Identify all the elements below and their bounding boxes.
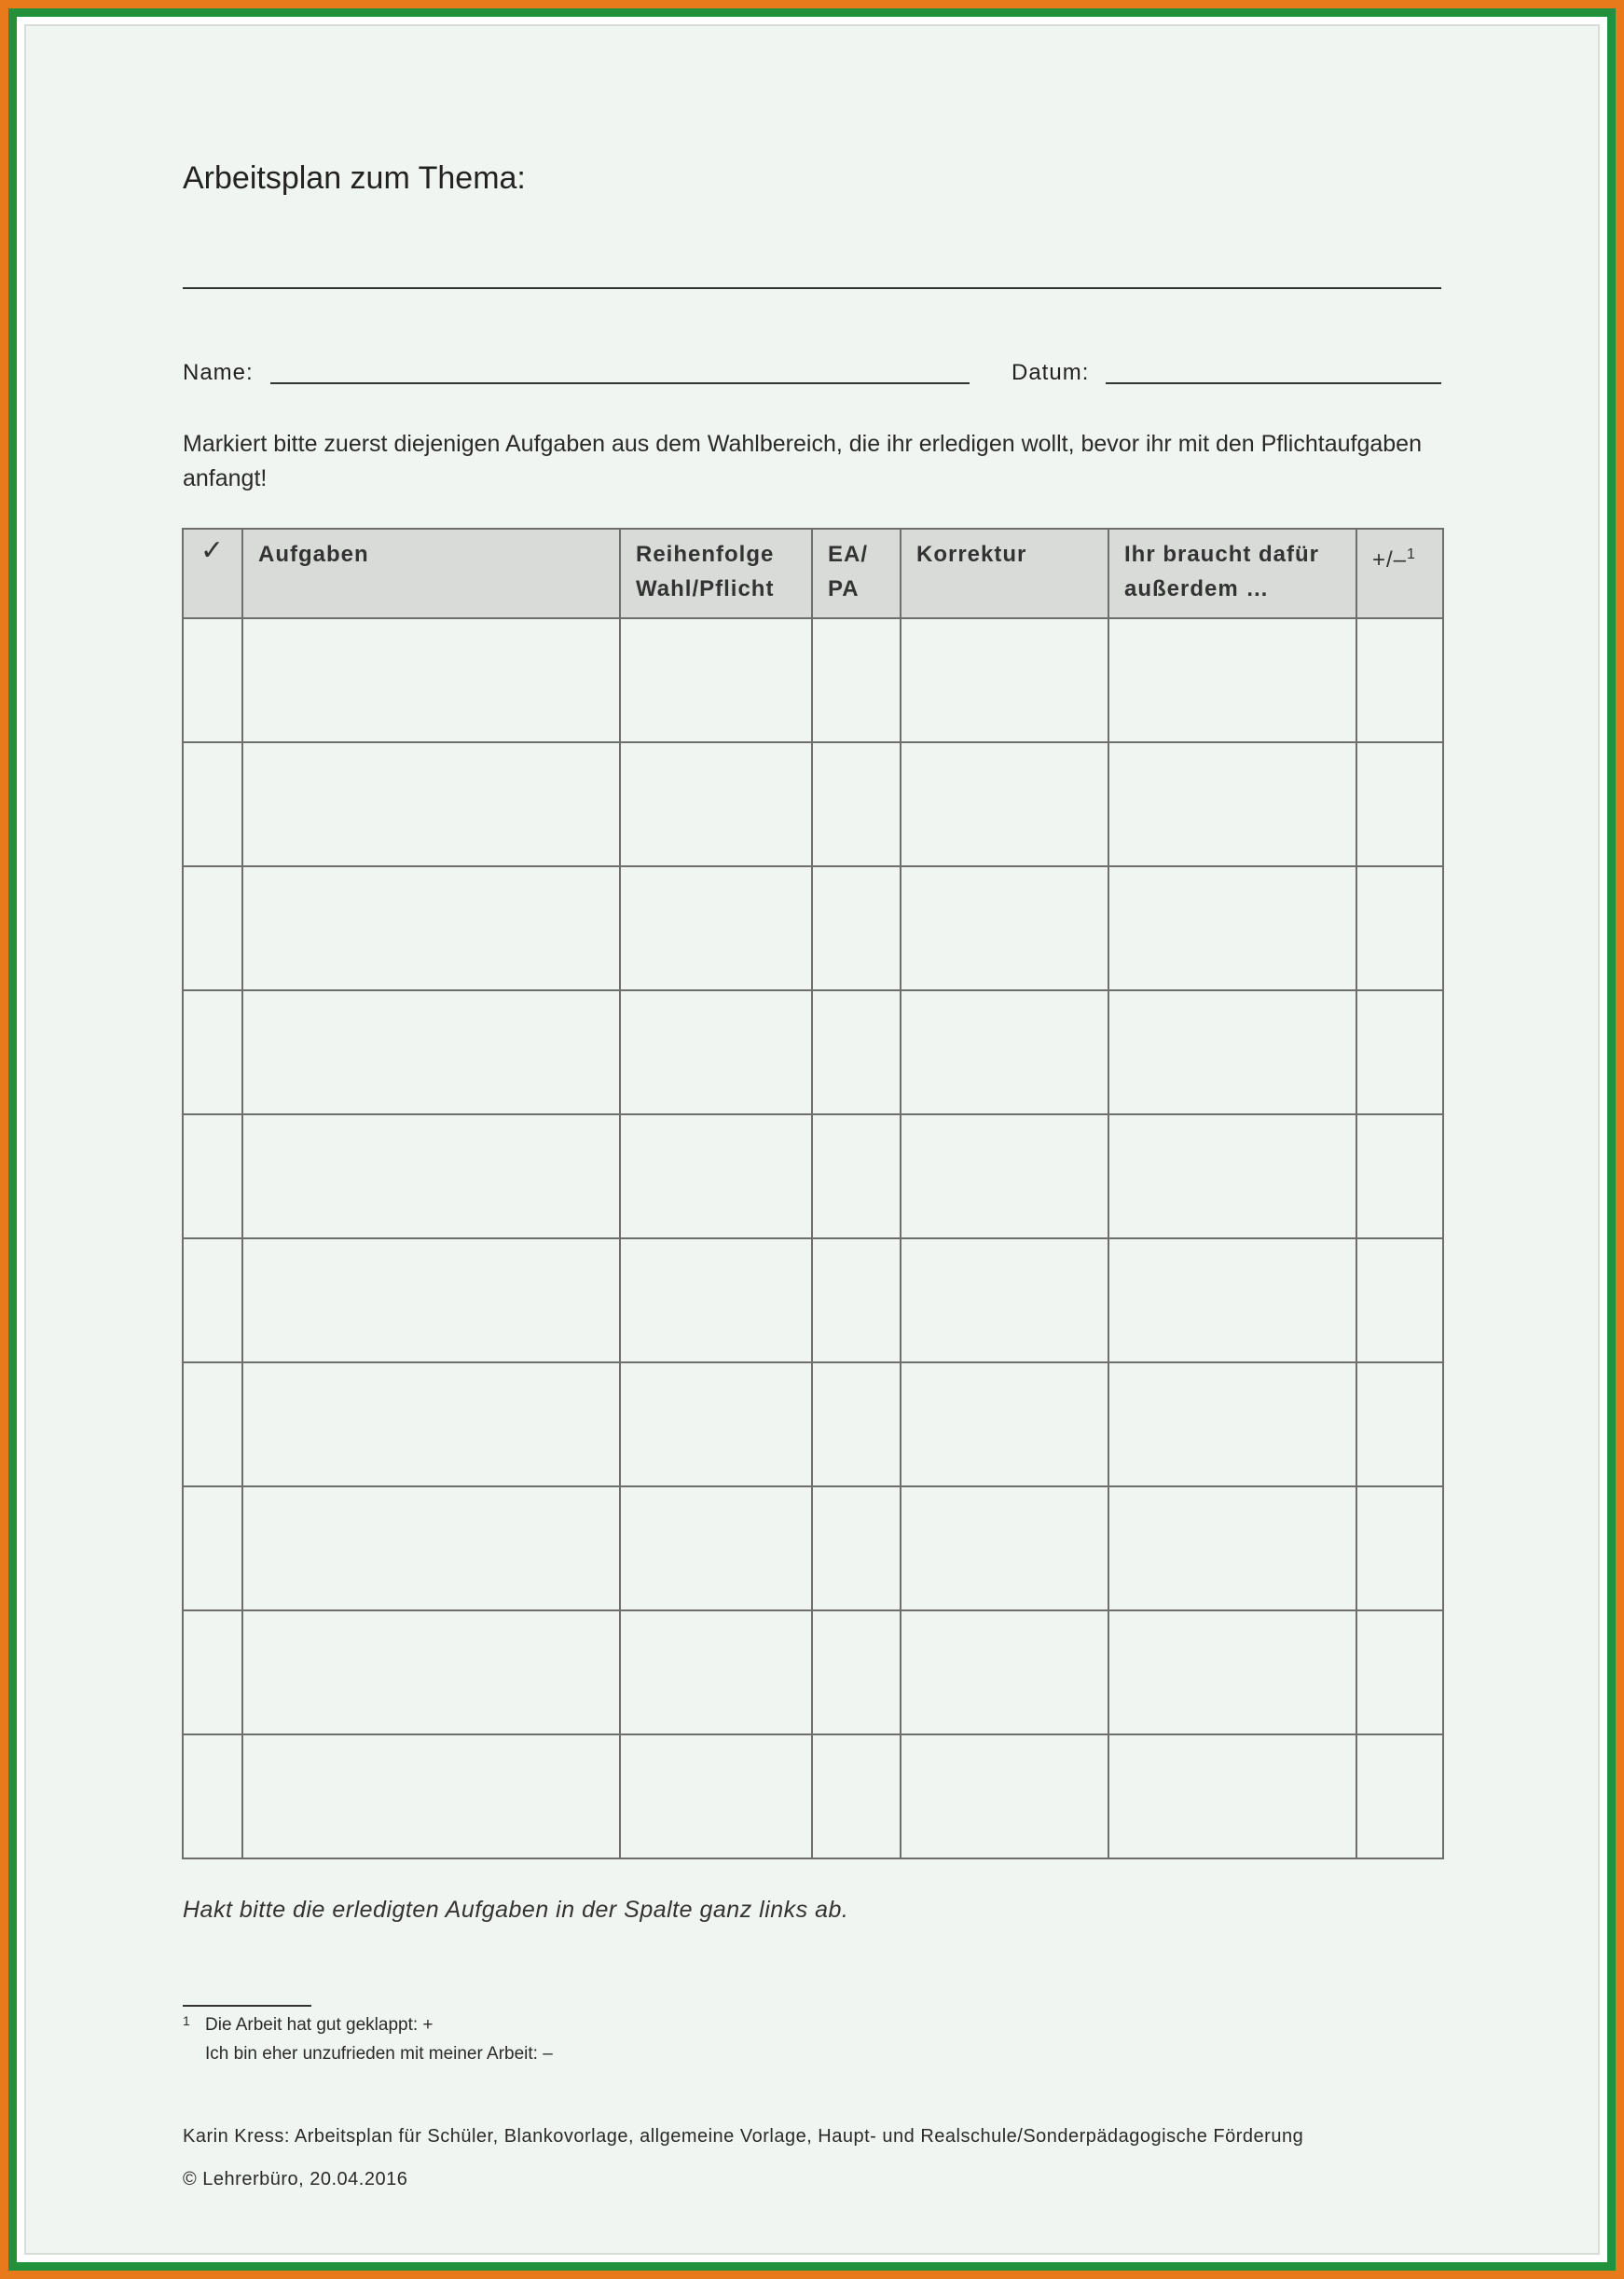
table-row — [183, 618, 1443, 742]
cell-ea-pa[interactable] — [812, 866, 901, 990]
cell-ea-pa[interactable] — [812, 742, 901, 866]
cell-correction[interactable] — [901, 990, 1108, 1114]
cell-ea-pa[interactable] — [812, 618, 901, 742]
header-order — [620, 529, 812, 618]
header-ea-line1: EA/ — [828, 542, 869, 567]
table-row — [183, 1734, 1443, 1858]
cell-check[interactable] — [183, 1114, 242, 1238]
cell-check[interactable] — [183, 1238, 242, 1362]
cell-check[interactable] — [183, 1362, 242, 1486]
cell-order[interactable] — [620, 1486, 812, 1610]
cell-ea-pa[interactable] — [812, 1486, 901, 1610]
cell-needs[interactable] — [1108, 1734, 1356, 1858]
header-order-line2: Wahl/Pflicht — [636, 576, 775, 601]
header-needs-line2: außerdem … — [1124, 576, 1270, 601]
credit-line2: © Lehrerbüro, 20.04.2016 — [183, 2169, 408, 2189]
cell-task[interactable] — [242, 618, 620, 742]
cell-check[interactable] — [183, 1734, 242, 1858]
cell-correction[interactable] — [901, 1238, 1108, 1362]
table-row — [183, 1114, 1443, 1238]
cell-rating[interactable] — [1356, 990, 1443, 1114]
cell-check[interactable] — [183, 866, 242, 990]
cell-correction[interactable] — [901, 1362, 1108, 1486]
cell-rating[interactable] — [1356, 1114, 1443, 1238]
footnote — [183, 2010, 553, 2068]
name-date-row — [183, 360, 1441, 394]
cell-check[interactable] — [183, 1486, 242, 1610]
page-title: Arbeitsplan zum Thema: — [183, 160, 526, 196]
cell-correction[interactable] — [901, 1610, 1108, 1734]
header-correction: Korrektur — [901, 529, 1108, 618]
cell-order[interactable] — [620, 1238, 812, 1362]
cell-task[interactable] — [242, 1486, 620, 1610]
cell-rating[interactable] — [1356, 1362, 1443, 1486]
cell-ea-pa[interactable] — [812, 1238, 901, 1362]
cell-task[interactable] — [242, 1238, 620, 1362]
cell-correction[interactable] — [901, 866, 1108, 990]
table-row — [183, 866, 1443, 990]
cell-order[interactable] — [620, 742, 812, 866]
cell-order[interactable] — [620, 618, 812, 742]
completion-hint: Hakt bitte die erledigten Aufgaben in der Spalte ganz links ab. — [183, 1897, 849, 1923]
credit-line1: Karin Kress: Arbeitsplan für Schüler, Blankovorlage, allgemeine Vorlage, Haupt- und Realschule/Sonderpädagogische Förderung — [183, 2126, 1304, 2147]
cell-task[interactable] — [242, 1114, 620, 1238]
cell-correction[interactable] — [901, 1734, 1108, 1858]
cell-check[interactable] — [183, 990, 242, 1114]
cell-task[interactable] — [242, 742, 620, 866]
work-plan-table — [182, 528, 1444, 1859]
footnote-line1: Die Arbeit hat gut geklappt: + — [205, 2015, 434, 2035]
cell-rating[interactable] — [1356, 1486, 1443, 1610]
name-write-line[interactable] — [270, 382, 970, 384]
header-order-line1: Reihenfolge — [636, 542, 775, 567]
table-body — [183, 618, 1443, 1858]
cell-needs[interactable] — [1108, 1486, 1356, 1610]
cell-correction[interactable] — [901, 1486, 1108, 1610]
cell-task[interactable] — [242, 1734, 620, 1858]
table-row — [183, 1486, 1443, 1610]
cell-ea-pa[interactable] — [812, 1610, 901, 1734]
cell-needs[interactable] — [1108, 742, 1356, 866]
header-rating-label: +/– — [1372, 547, 1408, 573]
cell-order[interactable] — [620, 1610, 812, 1734]
cell-needs[interactable] — [1108, 990, 1356, 1114]
footnote-line2: Ich bin eher unzufrieden mit meiner Arbeit: – — [205, 2044, 553, 2064]
cell-needs[interactable] — [1108, 618, 1356, 742]
table-row — [183, 1362, 1443, 1486]
cell-ea-pa[interactable] — [812, 990, 901, 1114]
checkmark-icon: ✓ — [200, 535, 226, 566]
cell-rating[interactable] — [1356, 742, 1443, 866]
cell-needs[interactable] — [1108, 1362, 1356, 1486]
cell-ea-pa[interactable] — [812, 1734, 901, 1858]
cell-needs[interactable] — [1108, 1238, 1356, 1362]
date-write-line[interactable] — [1106, 382, 1441, 384]
date-label: Datum: — [1012, 360, 1090, 385]
footnote-separator — [183, 2005, 311, 2007]
cell-ea-pa[interactable] — [812, 1114, 901, 1238]
header-needs — [1108, 529, 1356, 618]
cell-rating[interactable] — [1356, 1734, 1443, 1858]
cell-rating[interactable] — [1356, 866, 1443, 990]
cell-check[interactable] — [183, 1610, 242, 1734]
header-needs-line1: Ihr braucht dafür — [1124, 542, 1320, 567]
cell-rating[interactable] — [1356, 1610, 1443, 1734]
cell-order[interactable] — [620, 866, 812, 990]
header-ea-pa — [812, 529, 901, 618]
cell-check[interactable] — [183, 618, 242, 742]
table-row — [183, 742, 1443, 866]
cell-correction[interactable] — [901, 742, 1108, 866]
footnote-reference: 1 — [1407, 546, 1416, 562]
cell-needs[interactable] — [1108, 1114, 1356, 1238]
theme-write-line[interactable] — [183, 287, 1441, 289]
cell-rating[interactable] — [1356, 1238, 1443, 1362]
cell-needs[interactable] — [1108, 866, 1356, 990]
table-row — [183, 1610, 1443, 1734]
cell-task[interactable] — [242, 1362, 620, 1486]
name-label: Name: — [183, 360, 254, 385]
header-rating — [1356, 529, 1443, 618]
header-ea-line2: PA — [828, 576, 860, 601]
cell-ea-pa[interactable] — [812, 1362, 901, 1486]
cell-rating[interactable] — [1356, 618, 1443, 742]
cell-correction[interactable] — [901, 618, 1108, 742]
footnote-number: 1 — [183, 2013, 190, 2028]
header-check — [183, 529, 242, 618]
cell-check[interactable] — [183, 742, 242, 866]
cell-order[interactable] — [620, 1114, 812, 1238]
table-header-row — [183, 529, 1443, 618]
cell-order[interactable] — [620, 1362, 812, 1486]
credit — [183, 2115, 1303, 2201]
cell-task[interactable] — [242, 990, 620, 1114]
header-tasks: Aufgaben — [242, 529, 620, 618]
table-row — [183, 1238, 1443, 1362]
cell-needs[interactable] — [1108, 1610, 1356, 1734]
table-row — [183, 990, 1443, 1114]
cell-order[interactable] — [620, 990, 812, 1114]
cell-task[interactable] — [242, 866, 620, 990]
cell-correction[interactable] — [901, 1114, 1108, 1238]
cell-order[interactable] — [620, 1734, 812, 1858]
cell-task[interactable] — [242, 1610, 620, 1734]
instructions-text: Markiert bitte zuerst diejenigen Aufgaben aus dem Wahlbereich, die ihr erledigen wollt, bevor ihr mit den Pflichtaufgaben anfangt! — [183, 431, 1422, 491]
